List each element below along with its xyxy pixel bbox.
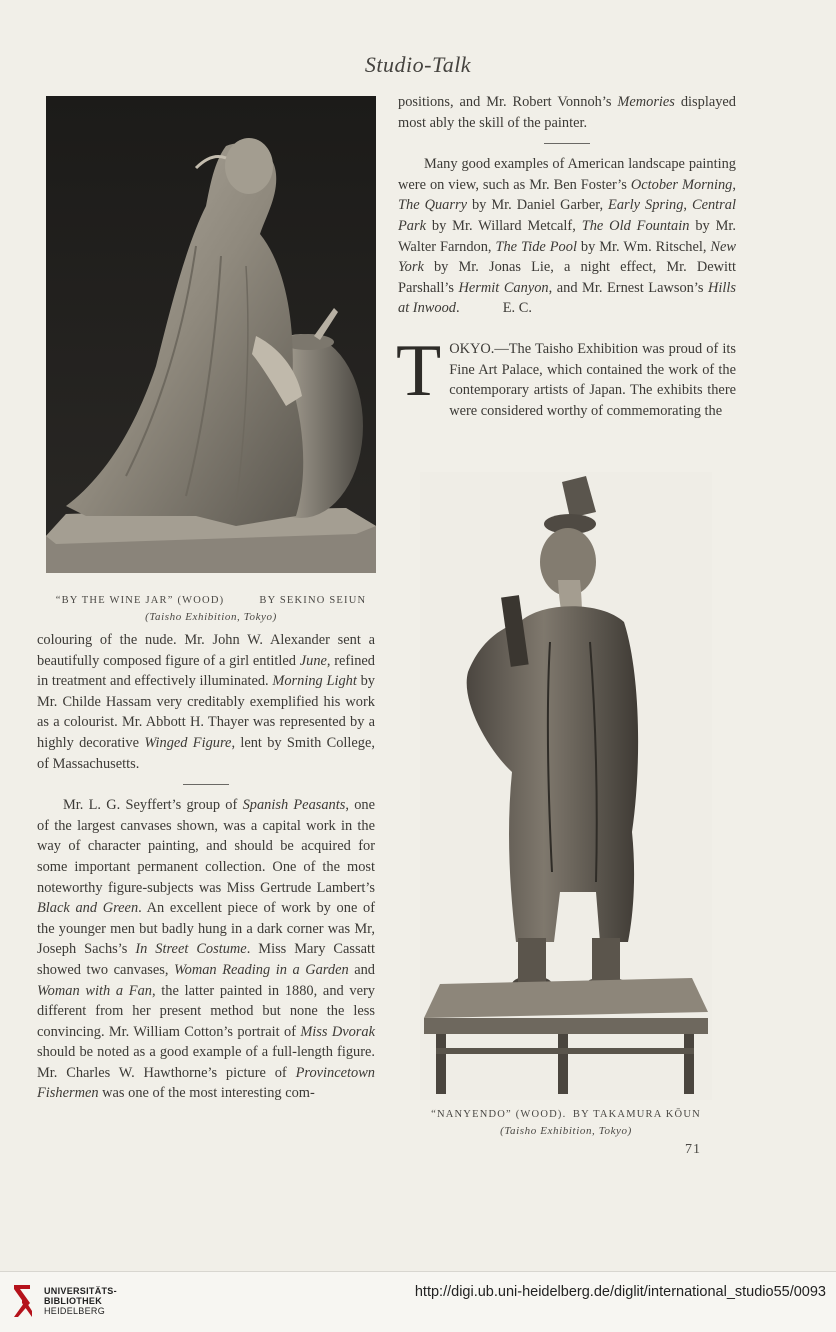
photo-nanyendo-sculpture <box>420 472 712 1100</box>
library-name-line3: HEIDELBERG <box>44 1306 106 1316</box>
caption-nanyendo-source: (Taisho Exhibition, Tokyo) <box>500 1125 632 1137</box>
caption-nanyendo-title: “NANYENDO” (WOOD). BY TAKAMURA KŌUN <box>431 1109 701 1120</box>
paragraph-tokyo <box>396 329 736 421</box>
left-column-text <box>37 630 375 1104</box>
library-logo-icon <box>10 1281 34 1321</box>
library-name-line2: BIBLIOTHEK <box>44 1296 102 1306</box>
section-rule-left <box>183 784 229 785</box>
caption-wine-jar-source: (Taisho Exhibition, Tokyo) <box>145 611 277 623</box>
paragraph-tokyo-text: OKYO.—The Taisho Exhibition was proud of its Fine Art Palace, which contained the work of the contemporary artists of Japan. The exhibits there were considered worthy of commemorating the <box>449 340 736 419</box>
library-name-line1: UNIVERSITÄTS- <box>44 1286 117 1296</box>
footer-bar <box>0 1271 836 1332</box>
paragraph-vonnoh: positions, and Mr. Robert Vonnoh’s Memories displayed most ably the skill of the painter. <box>398 94 736 131</box>
paragraph-seyffert: Mr. L. G. Seyffert’s group of Spanish Peasants, one of the largest canvases shown, was a capital work in the way of character painting, and should be acquired for some important permanent collection. One of the most noteworthy figure-subjects was Miss Gertrude Lambert’s Black and Green. An excellent piece of work by one of the younger men but badly hung in a dark corner was Mr, Joseph Sachs’s In Street Costume. Miss Mary Cassatt showed two canvases, Woman Reading in a Garden and Woman with a Fan, the latter painted in 1880, and very different from her present method but none the less convincing. Mr. William Cotton’s portrait of Miss Dvorak should be noted as a good example of a full-length figure. Mr. Charles W. Hawthorne’s picture of Provincetown Fishermen was one of the most interesting com- <box>37 797 376 1102</box>
caption-wine-jar-title: “BY THE WINE JAR” (WOOD) BY SEKINO SEIUN <box>55 595 367 606</box>
dropcap-letter: T <box>396 329 442 412</box>
right-column-text <box>398 92 736 421</box>
library-name <box>44 1286 117 1316</box>
paragraph-landscape: Many good examples of American landscape painting were on view, such as Mr. Ben Foster’s October Morning, The Quarry by Mr. Daniel Garber, Early Spring, Central Park by Mr. Willard Metcalf, The Old Fountain by Mr. Walter Farndon, The Tide Pool by Mr. Wm. Ritschel, New York by Mr. Jonas Lie, a night effect, Mr. Dewitt Parshall’s Hermit Canyon, and Mr. Ernest Lawson’s Hills at Inwood. E. C. <box>398 156 737 317</box>
paragraph-alexander: colouring of the nude. Mr. John W. Alexander sent a beautifully composed figure of a girl entitled June, refined in treatment and effectively illuminated. Morning Light by Mr. Childe Hassam very creditably exemplified his work as a colourist. Mr. Abbott H. Thayer was represented by a highly decorative Winged Figure, lent by Smith College, of Massachusetts. <box>37 632 375 772</box>
caption-nanyendo <box>412 1107 720 1139</box>
section-rule <box>544 143 590 144</box>
running-head: Studio-Talk <box>364 52 472 77</box>
source-url-link[interactable]: http://digi.ub.uni-heidelberg.de/diglit/international_studio55/0093 <box>414 1284 826 1300</box>
page-number: 71 <box>685 1142 701 1157</box>
photo-wine-jar-sculpture <box>46 96 376 573</box>
caption-wine-jar <box>46 593 376 625</box>
